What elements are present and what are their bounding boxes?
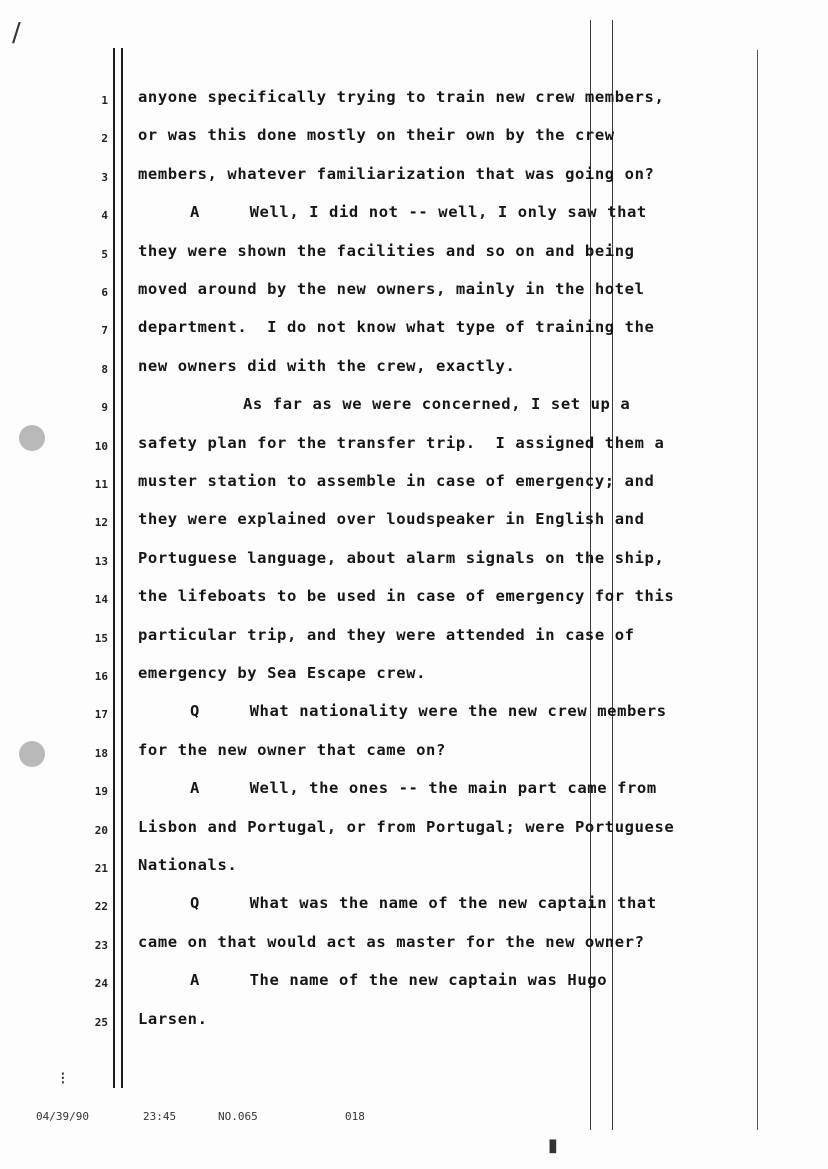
transcript-line <box>0 165 828 195</box>
line-text: Lisbon and Portugal, or from Portugal; were Portuguese <box>138 817 675 836</box>
line-text: or was this done mostly on their own by the crew <box>138 126 615 145</box>
transcript-line <box>0 280 828 310</box>
line-number: 14 <box>94 593 108 607</box>
line-number: 13 <box>94 554 108 568</box>
scan-mark: ▮ <box>548 1135 558 1156</box>
footer-page: 018 <box>345 1110 365 1123</box>
transcript-line <box>0 587 828 617</box>
line-number: 5 <box>101 247 108 261</box>
transcript-line <box>0 88 828 118</box>
line-number: 16 <box>94 670 108 683</box>
line-text: A Well, the ones -- the main part came from <box>190 779 657 798</box>
line-number: 1 <box>101 94 108 107</box>
line-text: they were shown the facilities and so on and being <box>138 241 635 260</box>
scan-mark: / <box>12 18 21 48</box>
line-number: 3 <box>101 170 108 184</box>
transcript-line <box>0 318 828 348</box>
transcript-line <box>0 779 828 809</box>
line-text: the lifeboats to be used in case of emergency for this <box>138 587 675 606</box>
line-number: 11 <box>94 478 108 491</box>
line-text: particular trip, and they were attended in case of <box>138 625 635 644</box>
line-number: 17 <box>94 708 108 722</box>
line-number: 12 <box>94 516 108 530</box>
line-text: A Well, I did not -- well, I only saw that <box>190 203 647 222</box>
line-number: 9 <box>101 401 108 415</box>
line-number: 7 <box>101 324 108 338</box>
scan-mark: ⁝ <box>60 1068 66 1089</box>
line-number: 4 <box>101 209 108 223</box>
line-number: 21 <box>94 862 108 875</box>
line-text: A The name of the new captain was Hugo <box>190 971 608 990</box>
line-text: new owners did with the crew, exactly. <box>138 356 516 375</box>
line-number: 10 <box>94 439 108 453</box>
transcript-line <box>0 126 828 156</box>
line-text: Larsen. <box>138 1009 208 1028</box>
transcript-line <box>0 818 828 848</box>
line-number: 15 <box>94 631 108 645</box>
line-number: 18 <box>94 746 108 760</box>
line-text: muster station to assemble in case of emergency; and <box>138 472 655 490</box>
transcript-line <box>0 242 828 272</box>
line-text: Nationals. <box>138 856 238 874</box>
line-text: emergency by Sea Escape crew. <box>138 664 427 682</box>
transcript-line <box>0 664 828 694</box>
transcript-line <box>0 856 828 886</box>
line-text: came on that would act as master for the new owner? <box>138 932 645 951</box>
line-text: members, whatever familiarization that was going on? <box>138 164 655 183</box>
transcript-line <box>0 894 828 924</box>
line-text: they were explained over loudspeaker in English and <box>138 510 645 529</box>
line-text: Q What nationality were the new crew members <box>190 702 667 721</box>
line-text: moved around by the new owners, mainly in the hotel <box>138 280 645 298</box>
line-number: 19 <box>94 785 108 799</box>
transcript-line <box>0 626 828 656</box>
line-text: anyone specifically trying to train new crew members, <box>138 88 665 106</box>
footer-date: 04/39/90 <box>36 1110 89 1123</box>
transcript-line <box>0 702 828 732</box>
transcript-line <box>0 971 828 1001</box>
transcript-line <box>0 741 828 771</box>
line-number: 20 <box>94 823 108 837</box>
transcript-line <box>0 549 828 579</box>
line-number: 22 <box>94 900 108 914</box>
transcript-line <box>0 933 828 963</box>
line-number: 6 <box>101 286 108 299</box>
line-text: As far as we were concerned, I set up a <box>243 395 631 414</box>
transcript-line <box>0 434 828 464</box>
line-number: 2 <box>101 132 108 146</box>
line-number: 23 <box>94 938 108 952</box>
footer-number: NO.065 <box>218 1110 258 1123</box>
transcript-line <box>0 1010 828 1040</box>
line-number: 24 <box>94 977 108 991</box>
transcript-line <box>0 472 828 502</box>
line-text: Q What was the name of the new captain that <box>190 894 657 913</box>
footer-time: 23:45 <box>143 1110 177 1123</box>
line-number: 8 <box>101 362 108 376</box>
line-text: for the new owner that came on? <box>138 740 446 759</box>
line-text: Portuguese language, about alarm signals on the ship, <box>138 548 665 567</box>
line-text: safety plan for the transfer trip. I assigned them a <box>138 433 665 452</box>
line-number: 25 <box>94 1015 108 1029</box>
transcript-line <box>0 357 828 387</box>
transcript-line <box>0 395 828 425</box>
transcript-line <box>0 510 828 540</box>
transcript-line <box>0 203 828 233</box>
line-text: department. I do not know what type of training the <box>138 318 655 337</box>
